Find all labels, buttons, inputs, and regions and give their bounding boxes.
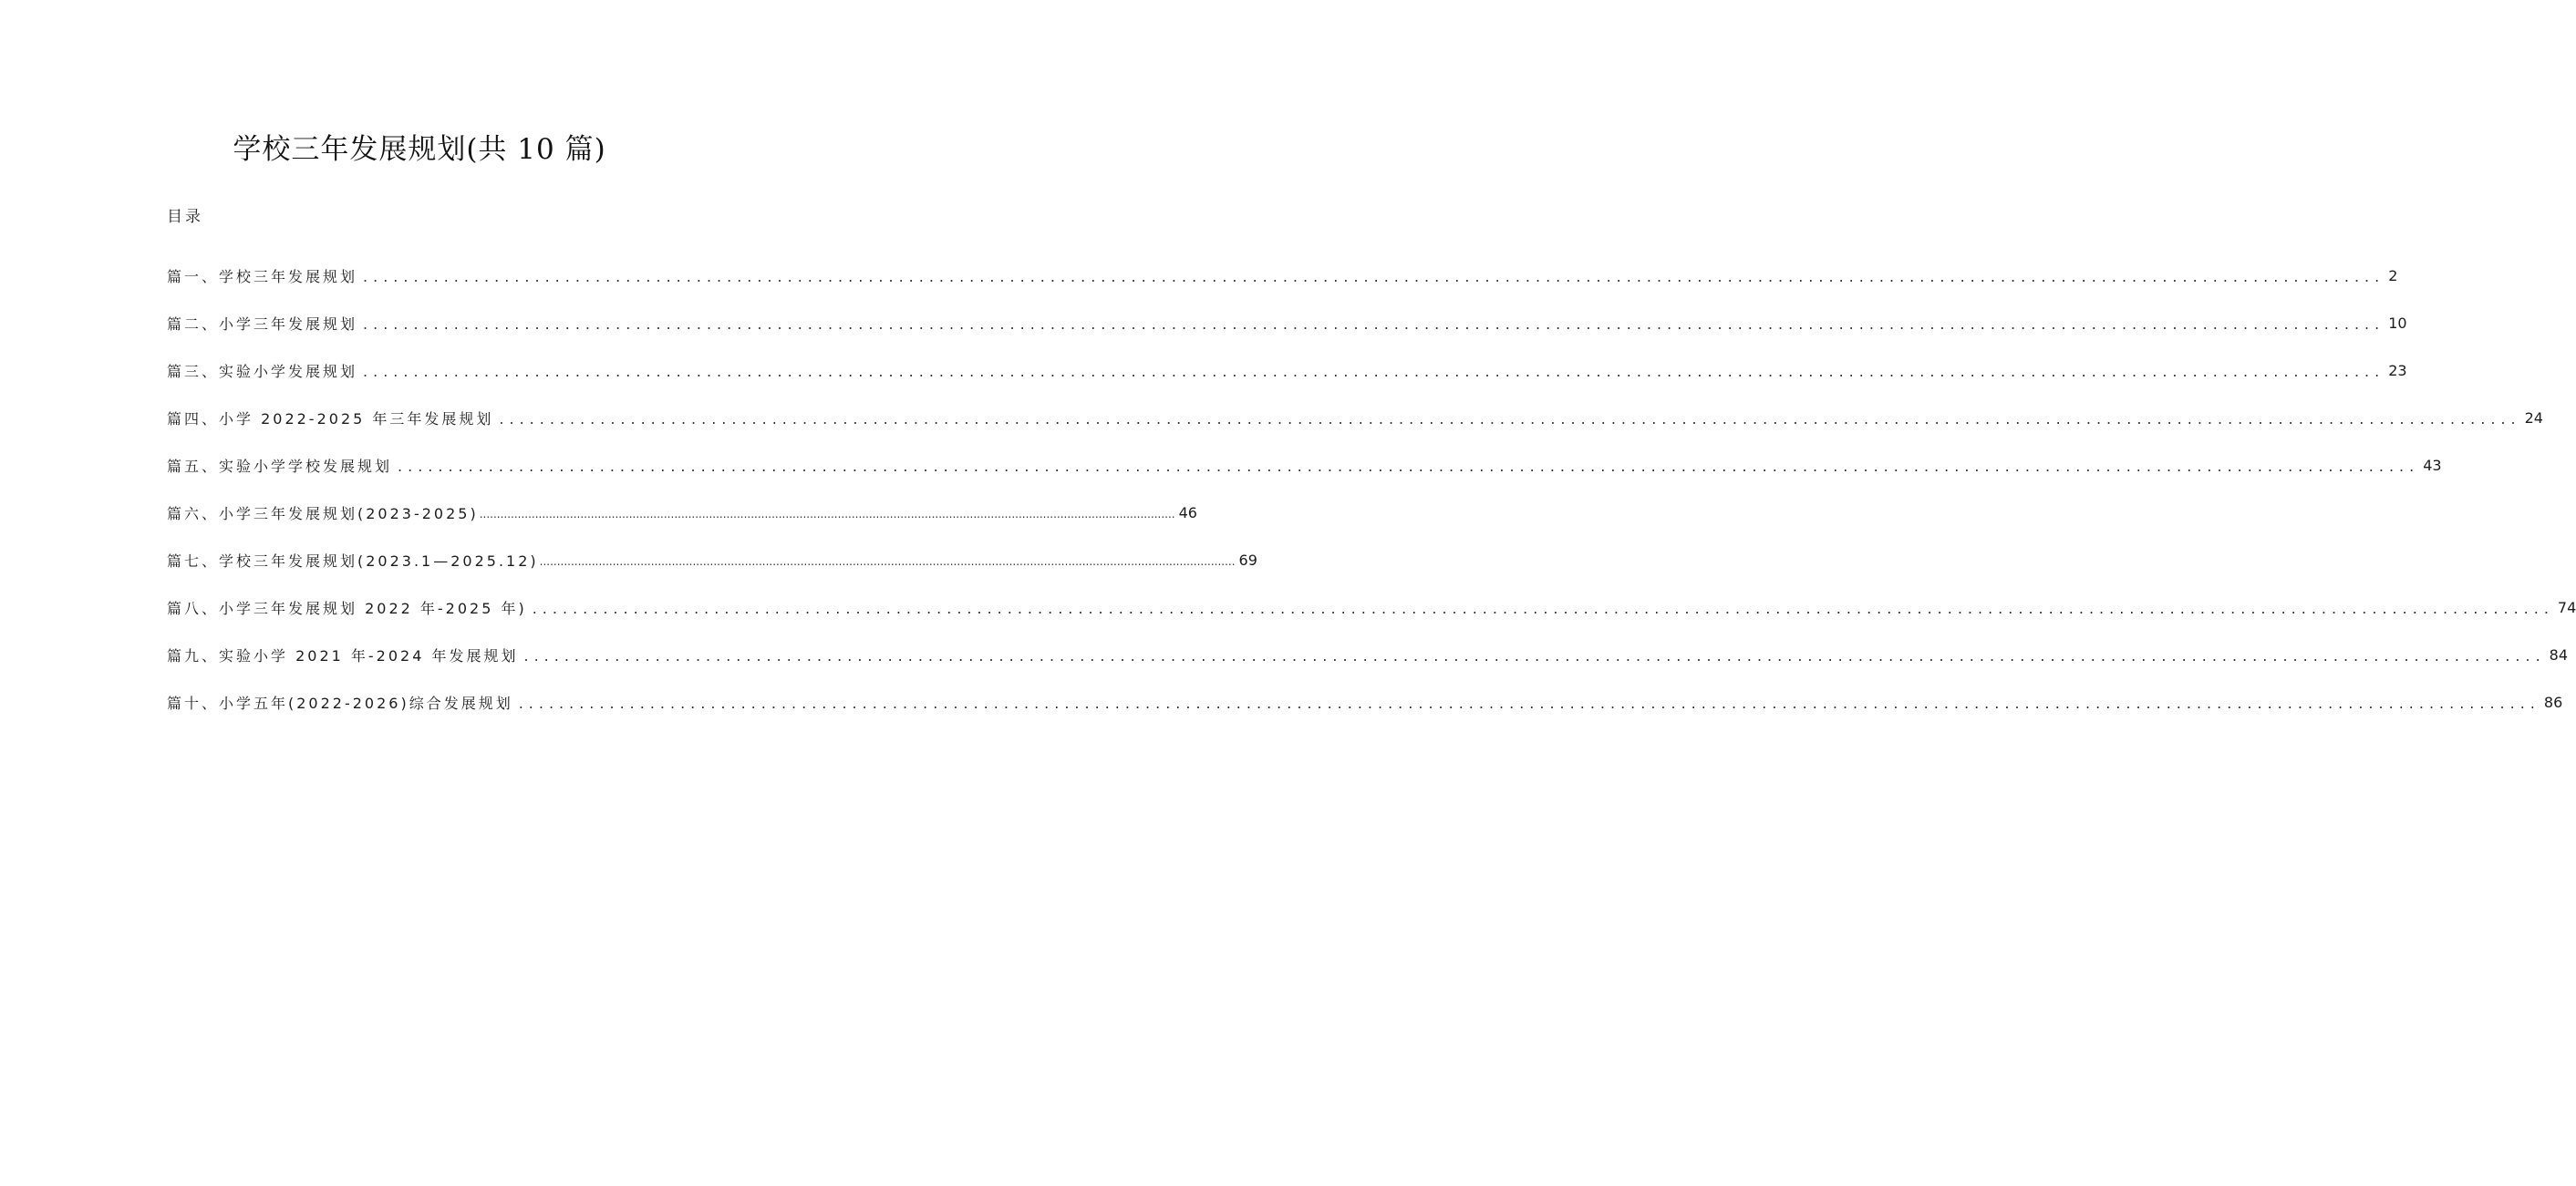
toc-entry-title: 篇四、小学 2022-2025 年三年发展规划: [167, 409, 494, 428]
toc-entry-title: 篇二、小学三年发展规划: [167, 315, 358, 333]
toc-entry[interactable]: [167, 346, 2407, 394]
toc-leader-dots: ........................................................................................................................................................................................................: [532, 599, 2554, 617]
document-title: 学校三年发展规划(共 10 篇): [233, 133, 606, 166]
toc-entry-title: 篇七、学校三年发展规划(2023.1—2025.12): [167, 552, 539, 570]
toc-page-number: 86: [2543, 693, 2563, 711]
toc-leader-dots: ........................................................................................................................................................................................................: [518, 694, 2540, 712]
toc-entry-title: 篇八、小学三年发展规划 2022 年-2025 年): [167, 599, 527, 617]
toc-page-number: 23: [2388, 361, 2407, 379]
toc-page-number: 43: [2423, 456, 2442, 474]
toc-leader-dots: ........................................................................................................................................................................................................: [539, 555, 1236, 568]
toc-leader-dots: ........................................................................................................................................................................................................: [523, 646, 2546, 665]
toc-leader-dots: ........................................................................................................................................................................................................: [363, 315, 2385, 333]
toc-page-number: 24: [2524, 408, 2543, 427]
toc-entry-title: 篇一、学校三年发展规划: [167, 267, 358, 285]
toc-heading: 目录: [167, 208, 203, 226]
toc-entry[interactable]: [167, 489, 1197, 536]
toc-leader-dots: ........................................................................................................................................................................................................: [499, 409, 2521, 428]
toc-leader-dots: ........................................................................................................................................................................................................: [398, 457, 2420, 475]
toc-leader-dots: ........................................................................................................................................................................................................: [479, 508, 1175, 521]
toc-entry[interactable]: [167, 678, 2563, 726]
toc-entry[interactable]: [167, 536, 1257, 583]
toc-entry[interactable]: [167, 583, 2576, 631]
toc-entry[interactable]: [167, 252, 2398, 299]
toc-page-number: 69: [1238, 551, 1257, 569]
toc-entry-title: 篇十、小学五年(2022-2026)综合发展规划: [167, 694, 513, 712]
toc-entry[interactable]: [167, 441, 2442, 489]
toc-entry-title: 篇六、小学三年发展规划(2023-2025): [167, 504, 479, 522]
toc-leader-dots: ........................................................................................................................................................................................................: [363, 267, 2385, 285]
toc-entry[interactable]: [167, 299, 2407, 346]
toc-entry[interactable]: [167, 394, 2543, 441]
toc-page-number: 10: [2388, 314, 2407, 332]
toc-entry[interactable]: [167, 631, 2569, 678]
toc-leader-dots: ........................................................................................................................................................................................................: [363, 362, 2385, 380]
toc-page-number: 46: [1178, 503, 1197, 521]
toc-entry-title: 篇五、实验小学学校发展规划: [167, 457, 393, 475]
toc-page-number: 74: [2557, 598, 2576, 616]
toc-page-number: 84: [2549, 645, 2569, 664]
toc-entry-title: 篇九、实验小学 2021 年-2024 年发展规划: [167, 646, 519, 665]
toc-entry-title: 篇三、实验小学发展规划: [167, 362, 358, 380]
toc-page-number: 2: [2388, 266, 2398, 284]
table-of-contents: [167, 252, 2576, 726]
